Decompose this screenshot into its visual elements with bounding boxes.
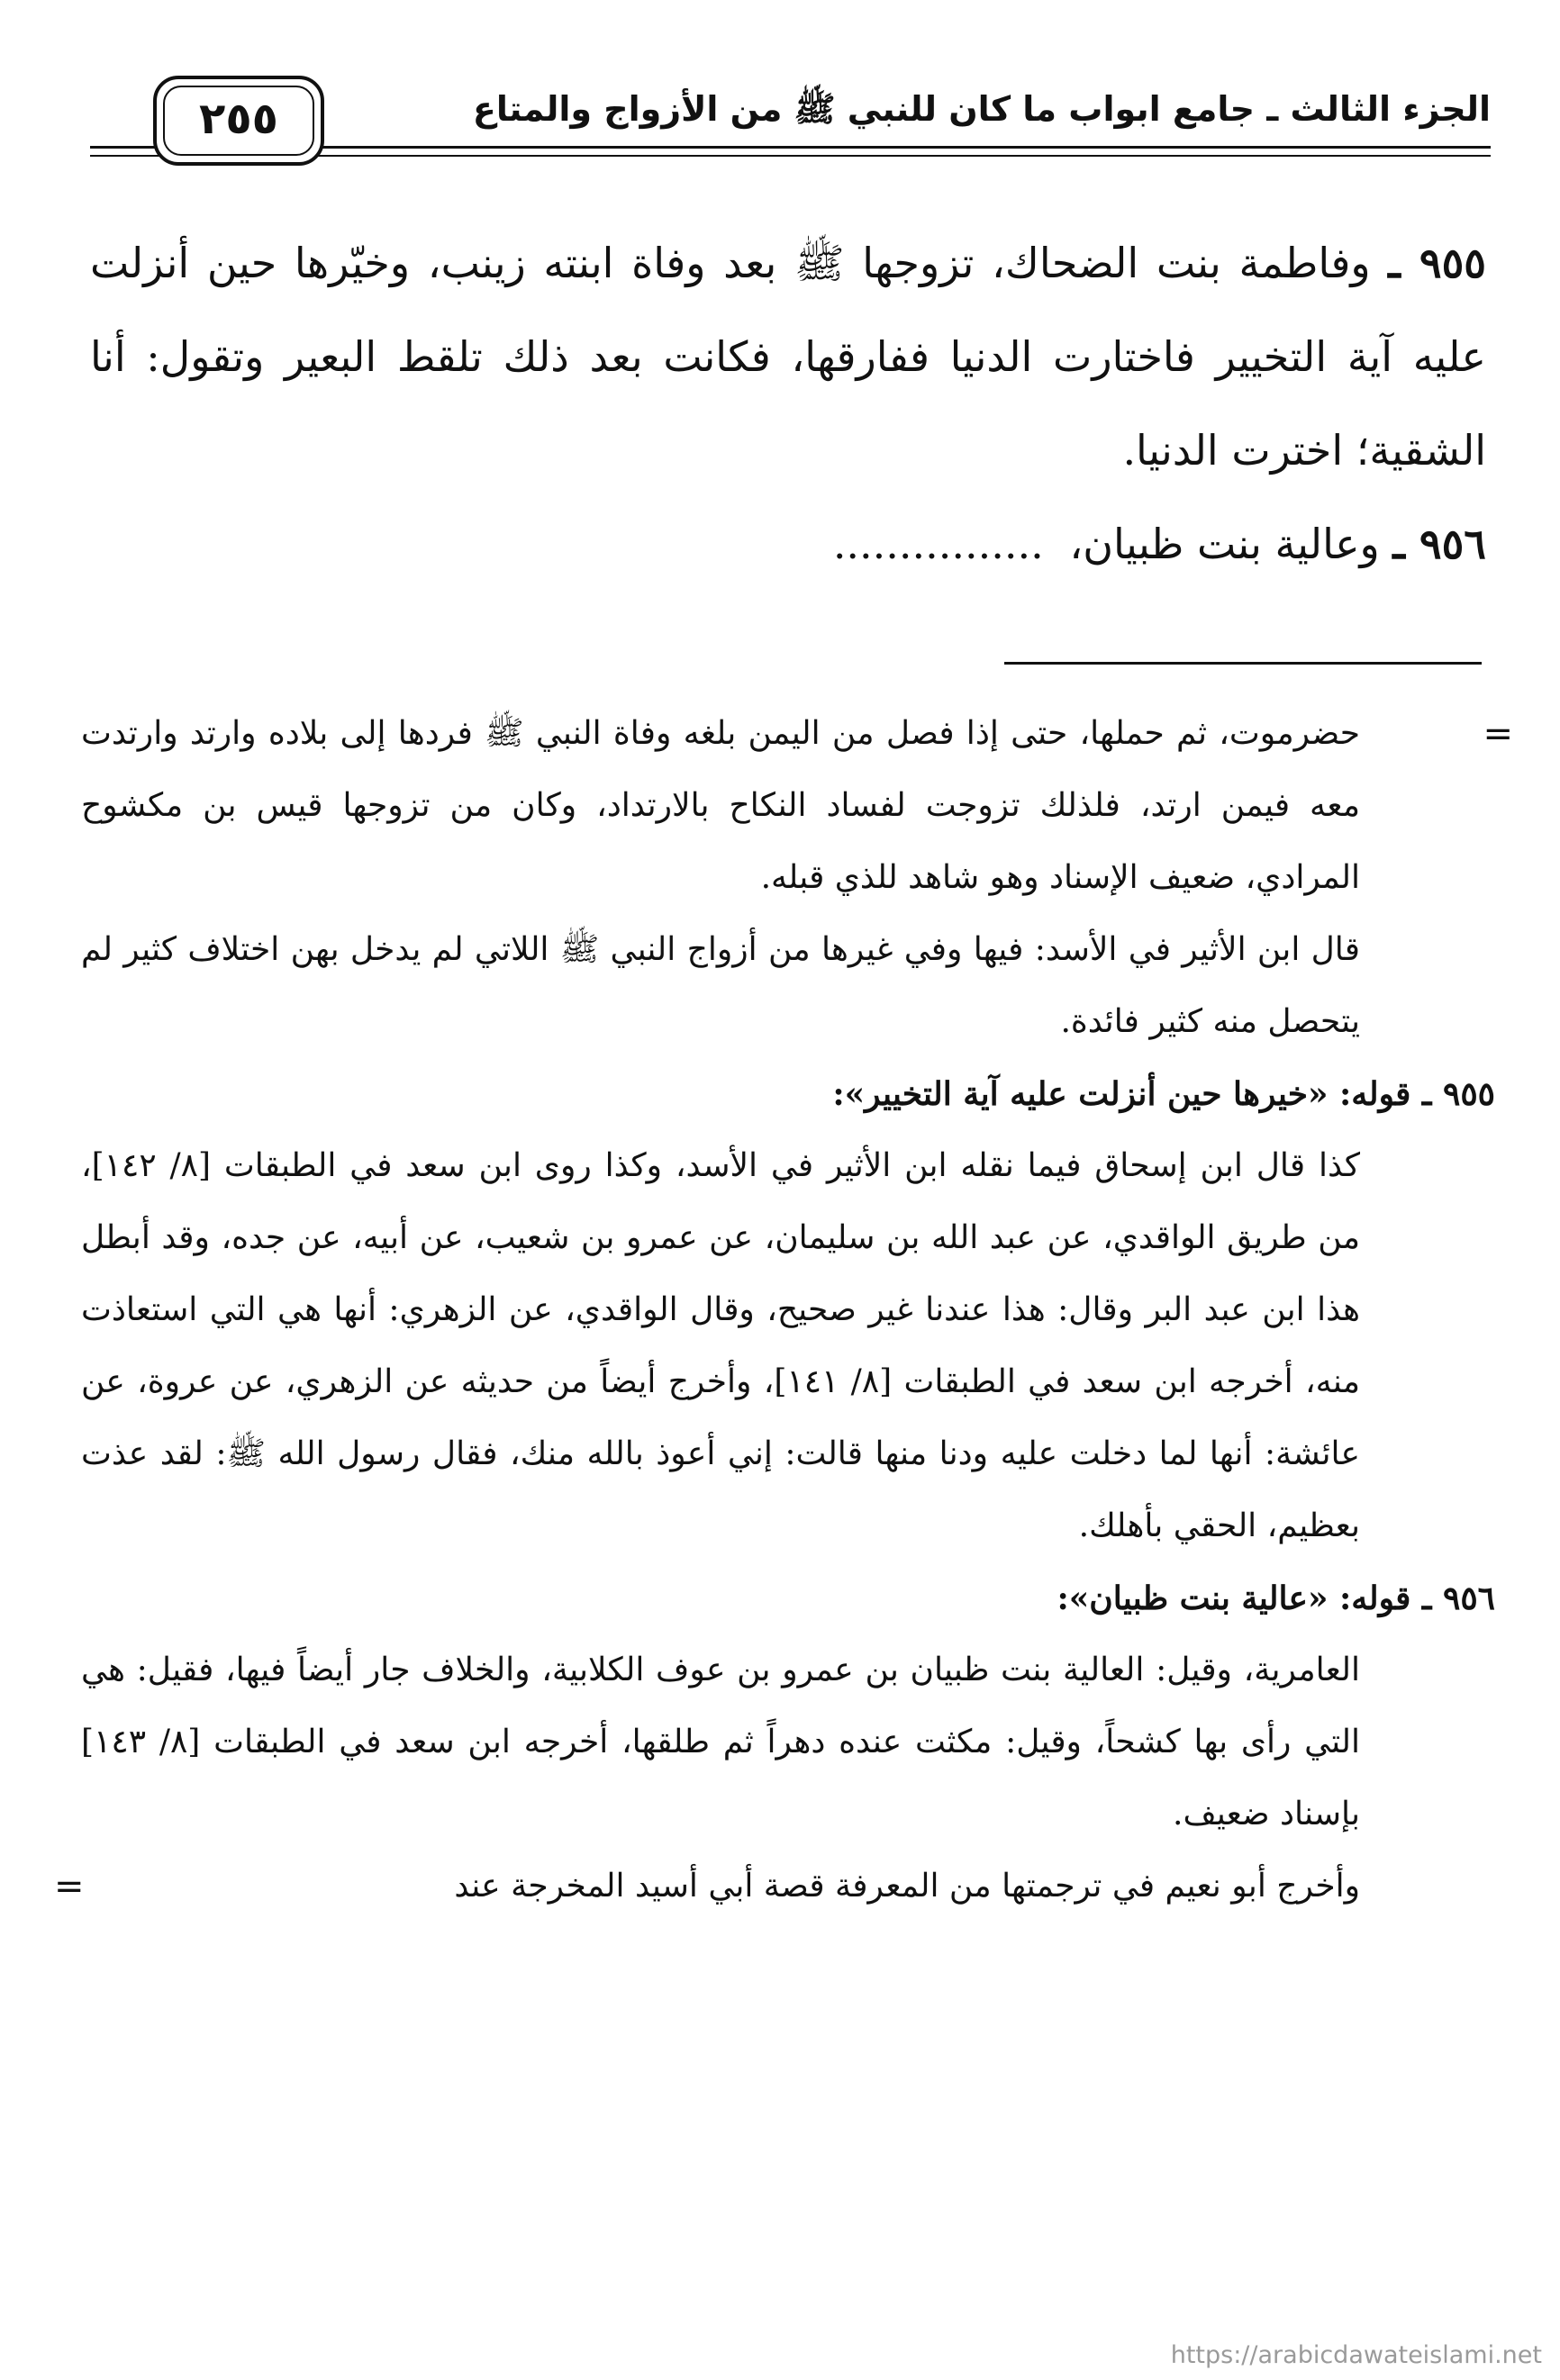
- page-number: ٢٥٥: [199, 94, 278, 144]
- footnote-text-955: كذا قال ابن إسحاق فيما نقله ابن الأثير في الأسد، وكذا روى ابن سعد في الطبقات [٨/ ١٤٢]، من طريق الواقدي، عن عبد الله بن سليمان، عن عمرو بن شعيب، عن أبيه، عن جده، وقد أبطل هذا ابن عبد البر وقال: هذا عندنا غير صحيح، وقال الواقدي، عن الزهري: أنها هي التي استعاذت منه، أخرجه ابن سعد في الطبقات [٨/ ١٤١]، وأخرج أيضاً من حديثه عن الزهري، عن عروة، عن عائشة: أنها لما دخلت عليه ودنا منها قالت: إني أعوذ بالله منك، فقال رسول الله ﷺ: لقد عذت بعظيم، الحقي بأهلك.: [81, 1147, 1361, 1544]
- entry-955: [90, 216, 1486, 497]
- watermark-url: https://arabicdawateislami.net: [1170, 2341, 1542, 2369]
- footnote-text-2: قال ابن الأثير في الأسد: فيها وفي غيرها من أزواج النبي ﷺ اللاتي لم يدخل بهن اختلاف كثير لم يتحصل منه كثير فائدة.: [81, 931, 1360, 1040]
- entry-955-number: ٩٥٥ ـ: [1388, 239, 1487, 287]
- continuation-end-mark: =: [54, 1866, 85, 1907]
- running-title: الجزء الثالث ـ جامع ابواب ما كان للنبي ﷺ من الأزواج والمتاع: [472, 89, 1491, 129]
- footnote-paragraph-956b: [54, 1851, 1495, 1923]
- footnote-paragraph-2: [81, 914, 1495, 1058]
- entry-956-dots: ................: [832, 520, 1044, 568]
- footnotes: [54, 698, 1513, 1923]
- entry-956-text: وعالية بنت ظبيان،: [1069, 520, 1380, 568]
- entry-955-text: وفاطمة بنت الضحاك، تزوجها ﷺ بعد وفاة ابنته زينب، وخيّرها حين أنزلت عليه آية التخيير فاختارت الدنيا ففارقها، فكانت بعد ذلك تلقط البعير وتقول: أنا الشقية؛ اخترت الدنيا.: [90, 239, 1486, 475]
- page-header: [90, 72, 1491, 171]
- entry-956-number: ٩٥٦ ـ: [1392, 520, 1486, 568]
- continuation-mark: =: [1483, 713, 1513, 755]
- footnote-paragraph-956a: [81, 1634, 1495, 1851]
- footnote-text-956b: وأخرج أبو نعيم في ترجمتها من المعرفة قصة أبي أسيد المخرجة عند: [454, 1868, 1360, 1905]
- entry-956: [90, 497, 1486, 591]
- footnote-heading-956: ٩٥٦ ـ قوله: «عالية بنت ظبيان»:: [1057, 1579, 1495, 1617]
- page-number-frame: [153, 76, 324, 166]
- main-text: [90, 216, 1486, 591]
- footnote-text-956a: العامرية، وقيل: العالية بنت ظبيان بن عمرو بن عوف الكلابية، والخلاف جار أيضاً فيها، فقيل: هي التي رأى بها كشحاً، وقيل: مكثت عنده دهراً ثم طلقها، أخرجه ابن سعد في الطبقات [٨/ ١٤٣] بإسناد ضعيف.: [81, 1652, 1361, 1833]
- footnote-text-1: حضرموت، ثم حملها، حتى إذا فصل من اليمن بلغه وفاة النبي ﷺ فردها إلى بلاده وارتد وارتدت معه فيمن ارتد، فلذلك تزوجت لفساد النكاح بالارتداد، وكان من تزوجها قيس بن مكشوح المرادي، ضعيف الإسناد وهو شاهد للذي قبله.: [81, 715, 1360, 896]
- footnote-paragraph-955: [81, 1130, 1495, 1562]
- footnote-heading-955: ٩٥٥ ـ قوله: «خيرها حين أنزلت عليه آية التخيير»:: [832, 1075, 1495, 1113]
- footnote-paragraph-1: [81, 698, 1513, 914]
- footnote-separator: [1004, 662, 1482, 665]
